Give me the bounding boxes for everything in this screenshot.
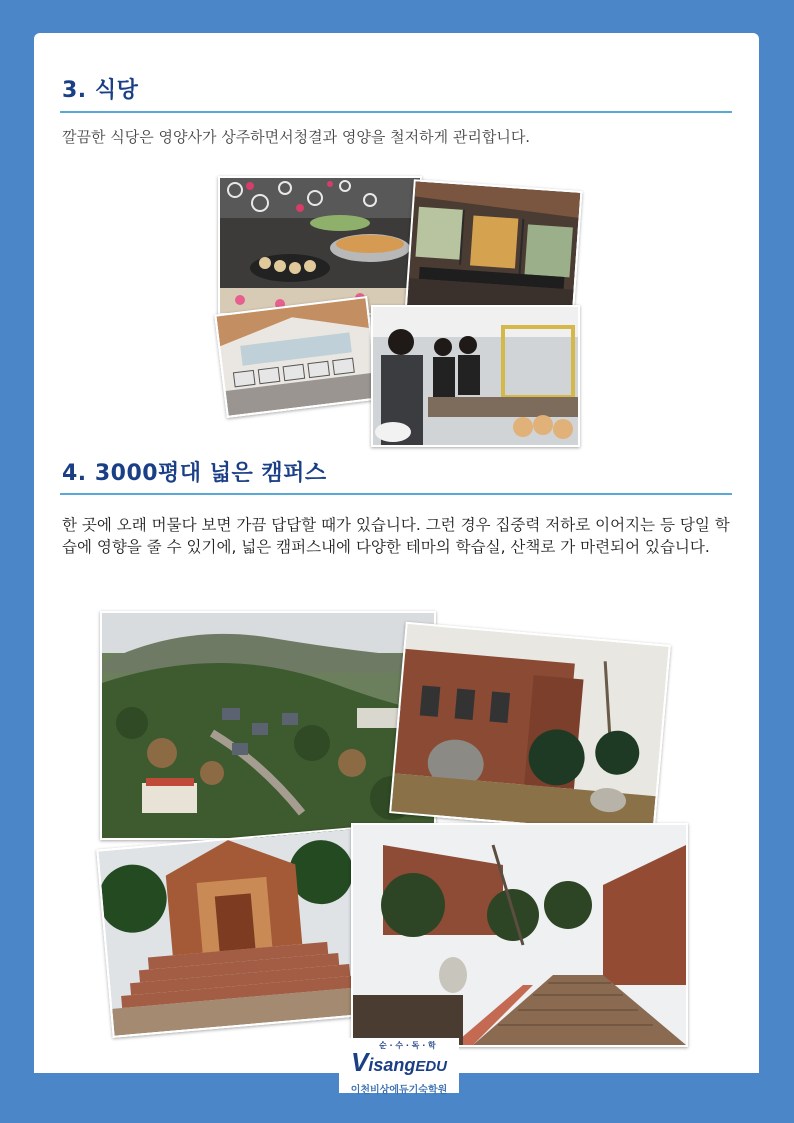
logo-brand-v: V: [350, 1047, 369, 1077]
section-4-title: 4. 3000평대 넓은 캠퍼스: [62, 461, 327, 486]
section-3-description: 깔끔한 식당은 영양사가 상주하면서청결과 영양을 철저하게 관리합니다.: [62, 128, 531, 146]
page: [34, 33, 759, 1096]
visangedu-logo: [339, 1038, 459, 1096]
logo-motto: 순 · 수 · 독 · 학: [379, 1041, 436, 1050]
campus-brick-building-photo: [389, 622, 671, 836]
logo-brand-rest: isang: [368, 1055, 416, 1075]
campus-aerial-photo: [100, 611, 436, 840]
cafeteria-buffet-photo: [218, 176, 422, 315]
logo-brand-edu: EDU: [415, 1058, 448, 1075]
logo-brand: [339, 1047, 459, 1078]
cafeteria-tables-photo: [214, 296, 380, 418]
campus-entrance-stairs-photo: [96, 827, 370, 1038]
cafeteria-students-photo: [371, 305, 580, 447]
section-3-rule: [60, 111, 732, 113]
section-4-description: 한 곳에 오래 머물다 보면 가끔 답답할 때가 있습니다. 그런 경우 집중력 저하로 이어지는 등 당일 학습에 영향을 줄 수 있기에, 넓은 캠퍼스내에 다양한 테마의 학습실, 산책로 가 마련되어 있습니다.: [62, 516, 730, 556]
section-3-title: 3. 식당: [62, 78, 139, 103]
logo-institute-name: 이천비상에듀기숙학원: [350, 1085, 448, 1096]
section-4-rule: [60, 493, 732, 495]
cafeteria-dining-hall-photo: [405, 179, 583, 324]
campus-walkway-photo: [351, 823, 688, 1047]
